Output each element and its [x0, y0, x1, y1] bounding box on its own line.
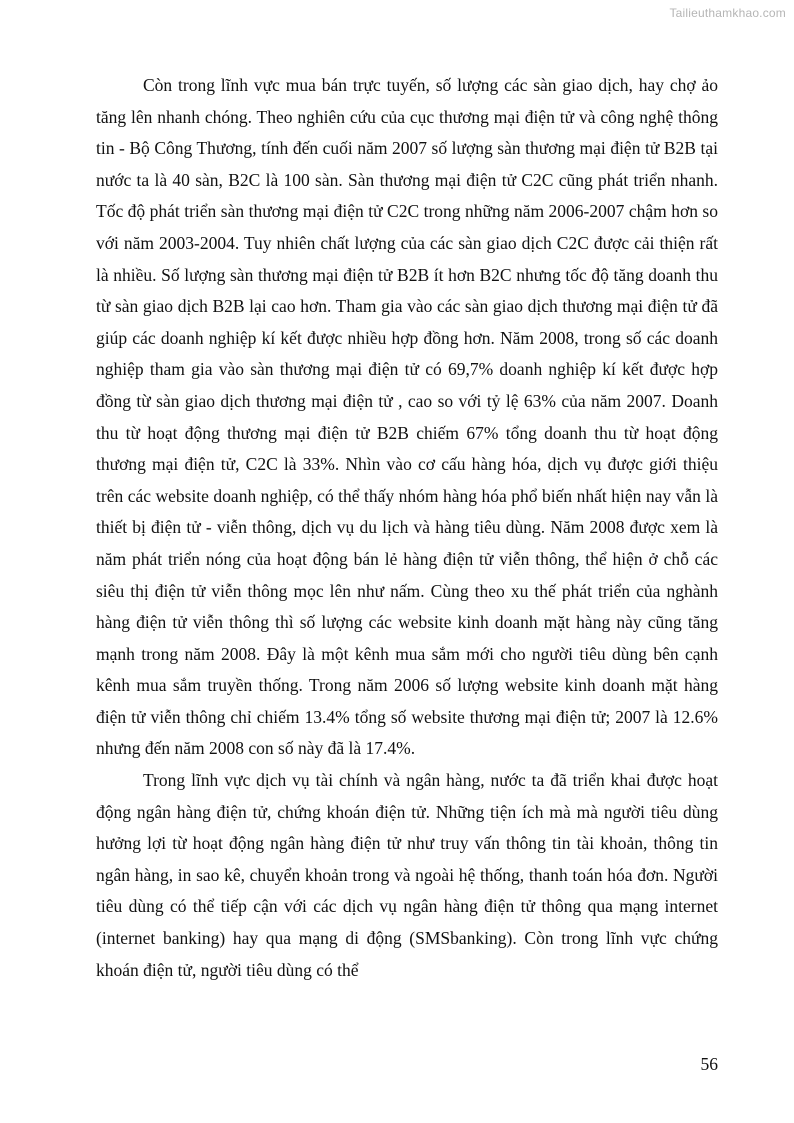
paragraph-ecommerce-marketplaces: Còn trong lĩnh vực mua bán trực tuyến, số lượng các sàn giao dịch, hay chợ ảo tăng lên nhanh chóng. Theo nghiên cứu của cục thương mại điện tử và công nghệ thông tin - Bộ Công Thương, tính đến cuối năm 2007 số lượng sàn thương mại điện tử B2B tại nước ta là 40 sàn, B2C là 100 sàn. Sàn thương mại điện tử C2C cũng phát triển nhanh. Tốc độ phát triển sàn thương mại điện tử C2C trong những năm 2006-2007 chậm hơn so với năm 2003-2004. Tuy nhiên chất lượng của các sàn giao dịch C2C được cải thiện rất là nhiều. Số lượng sàn thương mại điện tử B2B ít hơn B2C nhưng tốc độ tăng doanh thu từ sàn giao dịch B2B lại cao hơn. Tham gia vào các sàn giao dịch thương mại điện tử đã giúp các doanh nghiệp kí kết được nhiều hợp đồng hơn. Năm 2008, trong số các doanh nghiệp tham gia vào sàn thương mại điện tử có 69,7% doanh nghiệp kí kết được hợp đồng từ sàn giao dịch thương mại điện tử , cao so với tỷ lệ 63% của năm 2007. Doanh thu từ hoạt động thương mại điện tử B2B chiếm 67% tổng doanh thu từ hoạt động thương mại điện tử, C2C là 33%. Nhìn vào cơ cấu hàng hóa, dịch vụ được giới thiệu trên các website doanh nghiệp, có thể thấy nhóm hàng hóa phổ biến nhất hiện nay vẫn là thiết bị điện tử - viễn thông, dịch vụ du lịch và hàng tiêu dùng. Năm 2008 được xem là năm phát triển nóng của hoạt động bán lẻ hàng điện tử viễn thông, thể hiện ở chỗ các siêu thị điện tử viễn thông mọc lên như nấm. Cùng theo xu thế phát triển của nghành hàng điện tử viễn thông thì số lượng các website kinh doanh mặt hàng này cũng tăng mạnh trong năm 2008. Đây là một kênh mua sắm mới cho người tiêu dùng bên cạnh kênh mua sắm truyền thống. Trong năm 2006 số lượng website kinh doanh mặt hàng điện tử viễn thông chỉ chiếm 13.4% tổng số website thương mại điện tử; 2007 là 12.6% nhưng đến năm 2008 con số này đã là 17.4%. — [96, 75, 718, 759]
page-number: 56 — [700, 1054, 718, 1074]
watermark-text: Tailieuthamkhao.com — [669, 6, 786, 20]
paragraph-financial-banking-services: Trong lĩnh vực dịch vụ tài chính và ngân hàng, nước ta đã triển khai được hoạt động ngân hàng điện tử, chứng khoán điện tử. Những tiện ích mà mà người tiêu dùng hưởng lợi từ hoạt động ngân hàng điện tử như truy vấn thông tin tài khoản, thông tin ngân hàng, in sao kê, chuyển khoản trong và ngoài hệ thống, thanh toán hóa đơn. Người tiêu dùng có thể tiếp cận với các dịch vụ ngân hàng điện tử thông qua mạng internet (internet banking) hay qua mạng di động (SMSbanking). Còn trong lĩnh vực chứng khoán điện tử, người tiêu dùng có thể — [96, 770, 718, 980]
document-body — [96, 70, 718, 986]
